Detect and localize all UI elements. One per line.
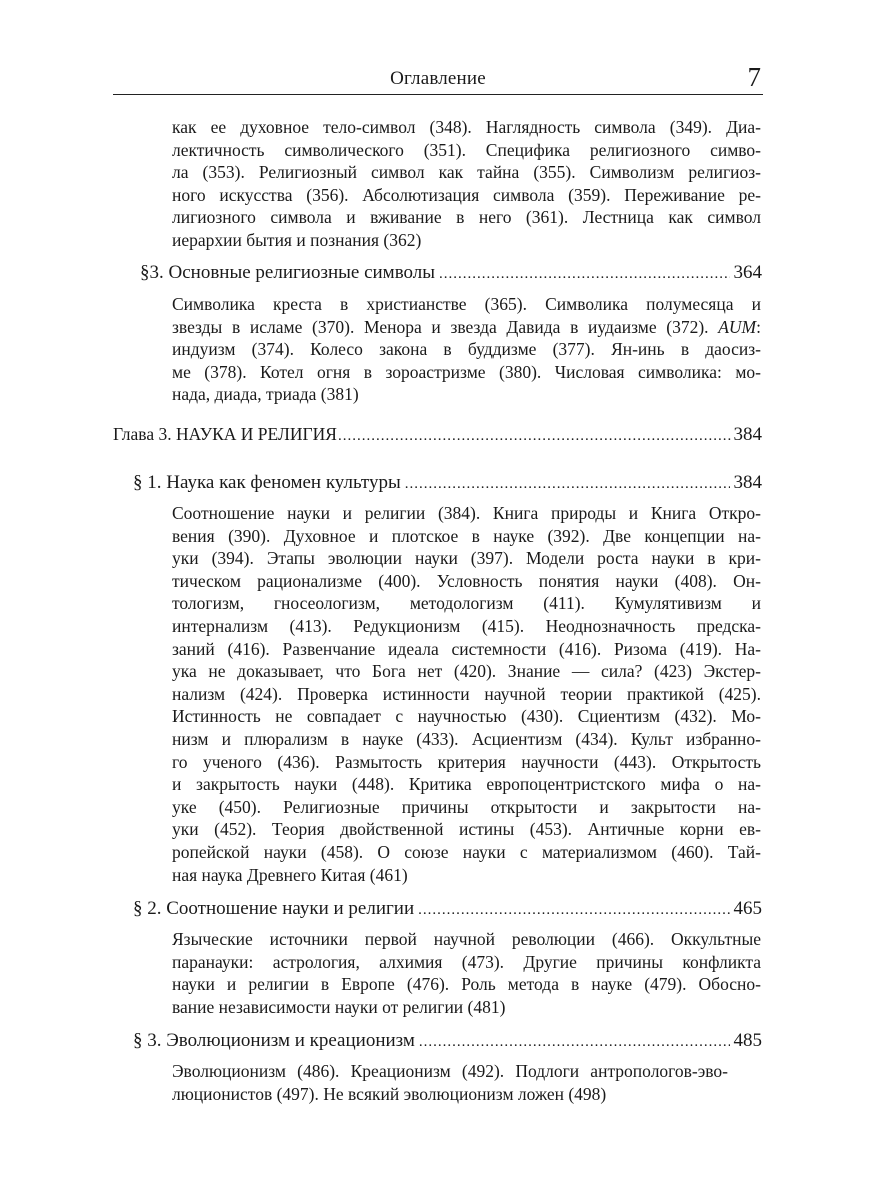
text-line: люционистов (497). Не всякий эволюционизм ложен (498) <box>172 1083 607 1104</box>
text-line: тологизм, гносеологизм, методологизм (411). Кумулятивизм и <box>172 593 761 614</box>
toc-entry-section[interactable] <box>133 1030 762 1054</box>
toc-entry-label: § 1. Наука как феномен культуры <box>133 472 401 493</box>
toc-entry-page: 364 <box>733 262 762 283</box>
toc-description <box>172 928 761 1018</box>
toc-entry-page: 485 <box>733 1030 762 1051</box>
toc-entry-label: § 2. Соотношение науки и религии <box>133 898 415 919</box>
toc-entry-section[interactable] <box>133 472 762 496</box>
running-header <box>113 64 763 92</box>
text-line: вения (390). Духовное и плотское в науке (392). Две концепции на- <box>172 525 761 546</box>
text-line: нализм (424). Проверка истинности научной теории практикой (425). <box>172 683 761 704</box>
dot-leader <box>418 898 729 920</box>
toc-entry-page: 384 <box>733 424 762 445</box>
text-line: лектичность символического (351). Специфика религиозного симво- <box>172 139 761 160</box>
text-line: и закрытость науки (448). Критика европоцентристского мифа о на- <box>172 774 761 795</box>
text-line: ме (378). Котел огня в зороастризме (380). Числовая символика: мо- <box>172 361 761 382</box>
running-title: Оглавление <box>390 68 486 89</box>
text-line: ука не доказывает, что Бога нет (420). Знание — сила? (423) Экстер- <box>172 661 761 682</box>
dot-leader <box>439 262 729 284</box>
text-line: паранауки: астрология, алхимия (473). Другие причины конфликта <box>172 951 761 972</box>
text-line: Соотношение науки и религии (384). Книга природы и Книга Откро- <box>172 503 761 523</box>
aum-term: AUM <box>718 316 757 337</box>
text-line: Языческие источники первой научной революции (466). Оккультные <box>172 929 761 949</box>
text-line: уки (394). Этапы эволюции науки (397). Модели роста науки в кри- <box>172 548 761 569</box>
header-rule <box>113 94 763 95</box>
text-line: низм и плюрализм в науке (433). Асциентизм (434). Культ избранно- <box>172 728 761 749</box>
text-line: уки (452). Теория двойственной истины (453). Античные корни ев- <box>172 819 761 840</box>
toc-description <box>172 116 761 252</box>
text-line: звезды в исламе (370). Менора и звезда Давида в иудаизме (372). AUM: <box>172 316 761 337</box>
toc-description <box>172 502 761 886</box>
toc-entry-section[interactable] <box>140 262 762 286</box>
text-line: иерархии бытия и познания (362) <box>172 229 422 250</box>
dot-leader <box>419 1030 730 1052</box>
toc-entry-page: 384 <box>733 472 762 493</box>
text-line: Истинность не совпадает с научностью (430). Сциентизм (432). Мо- <box>172 706 761 727</box>
toc-entry-label: § 3. Эволюционизм и креационизм <box>133 1030 415 1051</box>
toc-entry-section[interactable] <box>133 898 762 922</box>
text-line: тическом рационализме (400). Условность понятия науки (408). Он- <box>172 570 761 591</box>
toc-entry-chapter[interactable] <box>113 424 762 448</box>
text-line: интернализм (413). Редукционизм (415). Неоднозначность предска- <box>172 615 761 636</box>
text-line: ного искусства (356). Абсолютизация символа (359). Переживание ре- <box>172 184 761 205</box>
text-line: индуизм (374). Колесо закона в буддизме (377). Ян-инь в даосиз- <box>172 339 761 360</box>
text-line: вание независимости науки от религии (481) <box>172 996 506 1017</box>
toc-description <box>172 1060 728 1105</box>
text-line: лигиозного символа и вживание в него (361). Лестница как символ <box>172 207 761 228</box>
page-number: 7 <box>747 62 761 92</box>
toc-entry-label: Глава 3. НАУКА И РЕЛИГИЯ <box>113 424 337 444</box>
text-line: ропейской науки (458). О союзе науки с материализмом (460). Тай- <box>172 841 761 862</box>
toc-entry-page: 465 <box>733 898 762 919</box>
text-line: нада, диада, триада (381) <box>172 384 359 405</box>
text-line: Символика креста в христианстве (365). Символика полумесяца и <box>172 294 761 314</box>
text-line: уке (450). Религиозные причины открытости и закрытости на- <box>172 796 761 817</box>
text-line: го ученого (436). Размытость критерия научности (443). Открытость <box>172 751 761 772</box>
text-line: заний (416). Развенчание идеала системности (416). Ризома (419). На- <box>172 638 761 659</box>
text-line: ная наука Древнего Китая (461) <box>172 864 408 885</box>
text-line: науки и религии в Европе (476). Роль метода в науке (479). Обосно- <box>172 974 761 995</box>
dot-leader <box>338 424 733 446</box>
text-line: как ее духовное тело-символ (348). Наглядность символа (349). Диа- <box>172 117 761 137</box>
text-line: ла (353). Религиозный символ как тайна (355). Символизм религиоз- <box>172 162 761 183</box>
dot-leader <box>405 472 730 494</box>
text-line: Эволюционизм (486). Креационизм (492). Подлоги антропологов-эво- <box>172 1061 728 1081</box>
toc-entry-label: §3. Основные религиозные символы <box>140 262 436 283</box>
toc-description <box>172 293 761 406</box>
